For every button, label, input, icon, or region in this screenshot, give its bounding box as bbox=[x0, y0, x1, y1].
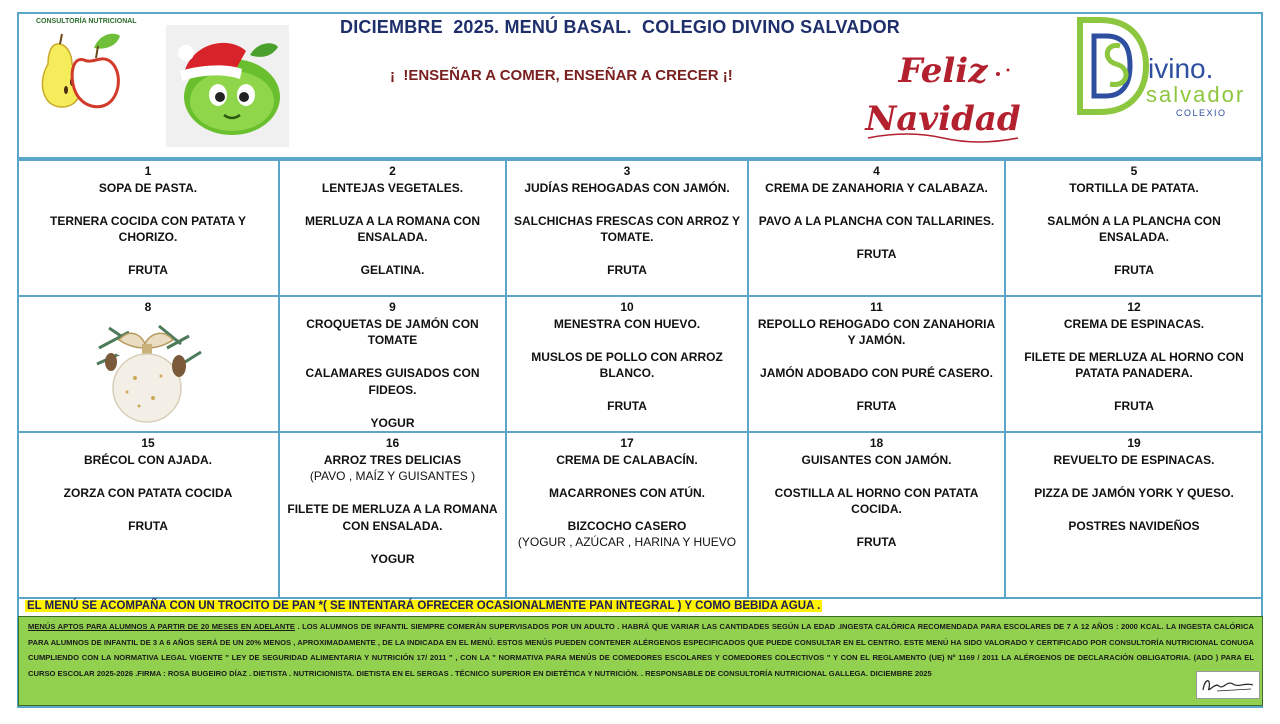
dish-first: CREMA DE ESPINACAS. bbox=[1063, 316, 1205, 331]
consultancy-label: CONSULTORÍA NUTRICIONAL bbox=[36, 18, 137, 25]
svg-text:salvador: salvador bbox=[1146, 82, 1246, 107]
svg-text:COLEXIO: COLEXIO bbox=[1176, 108, 1227, 118]
christmas-apple-image bbox=[166, 25, 289, 147]
dessert: POSTRES NAVIDEÑOS bbox=[1068, 518, 1200, 533]
pear-apple-logo bbox=[36, 26, 126, 114]
day-number: 3 bbox=[623, 164, 631, 178]
dessert: FRUTA bbox=[856, 535, 897, 549]
day-cell bbox=[1005, 296, 1263, 432]
dish-first: SOPA DE PASTA. bbox=[98, 180, 198, 195]
dish-detail: (PAVO , MAÍZ Y GUISANTES ) bbox=[309, 469, 476, 483]
dish-second: JAMÓN ADOBADO CON PURÉ CASERO. bbox=[760, 366, 993, 380]
dessert: YOGUR bbox=[370, 415, 415, 430]
dish-second: TERNERA COCIDA CON PATATA Y CHORIZO. bbox=[50, 213, 246, 244]
day-cell bbox=[748, 296, 1005, 432]
day-cell bbox=[506, 160, 748, 296]
dish-second: COSTILLA AL HORNO CON PATATA COCIDA. bbox=[774, 485, 979, 516]
day-number: 4 bbox=[873, 164, 880, 178]
dish-first: JUDÍAS REHOGADAS CON JAMÓN. bbox=[524, 180, 730, 195]
day-number: 10 bbox=[620, 300, 634, 314]
day-cell bbox=[1005, 160, 1263, 296]
dessert: FRUTA bbox=[1114, 263, 1154, 277]
day-cell-holiday bbox=[17, 296, 279, 432]
day-number: 19 bbox=[1127, 436, 1141, 450]
dish-second: FILETE DE MERLUZA AL HORNO CON PATATA PANADERA. bbox=[1024, 349, 1244, 380]
dish-second: PAVO A LA PLANCHA CON TALLARINES. bbox=[758, 213, 995, 228]
divino-salvador-logo bbox=[1076, 16, 1264, 120]
day-cell bbox=[1005, 432, 1263, 598]
apple-santa-icon bbox=[166, 25, 289, 147]
day-cell bbox=[506, 432, 748, 598]
dish-second: FILETE DE MERLUZA A LA ROMANA CON ENSALADA. bbox=[287, 502, 498, 533]
day-cell bbox=[748, 160, 1005, 296]
dish-second: CALAMARES GUISADOS CON FIDEOS. bbox=[305, 366, 480, 397]
slogan: ¡ !ENSEÑAR A COMER, ENSEÑAR A CRECER ¡! bbox=[390, 67, 733, 84]
day-cell bbox=[279, 296, 506, 432]
dish-second: SALMÓN A LA PLANCHA CON ENSALADA. bbox=[1047, 213, 1221, 244]
dish-second: MUSLOS DE POLLO CON ARROZ BLANCO. bbox=[531, 349, 723, 380]
day-number: 12 bbox=[1127, 300, 1141, 314]
day-number: 5 bbox=[1130, 164, 1138, 178]
dessert: FRUTA bbox=[607, 399, 647, 413]
dish-second: SALCHICHAS FRESCAS CON ARROZ Y TOMATE. bbox=[513, 213, 740, 244]
dessert: FRUTA bbox=[128, 263, 168, 277]
notes-text: . LOS ALUMNOS DE INFANTIL SIEMPRE COMERÁN SUPERVISADOS POR UN ADULTO . HABRÁ QUE VARIAR LAS CANTIDADES SEGÚN LA EDAD .INGESTA CALÓRICA RECOMENDADA PARA ESCOLARES DE 7 A 12 AÑOS : 2000 KCAL. LA INGESTA CALÓRICA PARA ALUMNOS DE INFANTIL DE 3 A 6 AÑOS SERÁ DE UN 20% MENOS , APROXIMADAMENTE , DE LA INDICADA EN EL MENÚ. ESTOS MENÚS PUEDEN CONTENER ALÉRGENOS ESPECIFICADOS QUE PUEDE CONSULTAR EN EL CENTRO. ESTE MENÚ HA SIDO VALORADO Y CERTIFICADO POR CONSULTORÍA NUTRICIONAL CONUGA CUMPLIENDO CON LA NORMATIVA LEGAL VIGENTE " LEY DE SEGURIDAD ALIMENTARIA Y NUTRICIÓN 17/ 2011 " , CON LA " NORMATIVA PARA MENÚS DE COMEDORES ESCOLARES Y COMEDORES COLECTIVOS " Y CON EL REGLAMENTO (UE) Nº 1169 / 2011 LA ALÉRGENOS DE DECLARACIÓN OBLIGATORIA. (ADO ) PARA EL CURSO ESCOLAR 2025-2026 .FIRMA : ROSA BUGEIRO DÍAZ . DIETISTA . NUTRICIONISTA. DIETISTA EN EL SERGAS . TÉCNICO SUPERIOR EN DIETÉTICA Y NUTRICIÓN. . RESPONSABLE DE CONSULTORÍA NUTRICIONAL GALLEGA. DICIEMBRE 2025 bbox=[28, 622, 1254, 678]
svg-text:Feliz: Feliz bbox=[898, 51, 988, 91]
bread-note-row bbox=[17, 598, 1263, 616]
dessert: GELATINA. bbox=[360, 263, 425, 277]
dish-first: CREMA DE ZANAHORIA Y CALABAZA. bbox=[765, 180, 988, 195]
day-cell bbox=[279, 160, 506, 296]
bread-note: EL MENÚ SE ACOMPAÑA CON UN TROCITO DE PAN *( SE INTENTARÁ OFRECER OCASIONALMENTE PAN INTEGRAL ) Y COMO BEBIDA AGUA . bbox=[27, 600, 821, 612]
signature-scribble-icon bbox=[1197, 672, 1259, 698]
dish-second: MERLUZA A LA ROMANA CON ENSALADA. bbox=[304, 213, 481, 244]
menu-grid bbox=[17, 160, 1263, 598]
day-number: 8 bbox=[144, 300, 152, 314]
dish-first: MENESTRA CON HUEVO. bbox=[553, 316, 701, 331]
dessert: FRUTA bbox=[607, 263, 647, 277]
dessert: FRUTA bbox=[1114, 399, 1154, 413]
svg-text:ivino.: ivino. bbox=[1148, 53, 1214, 84]
svg-text:Navidad: Navidad bbox=[865, 99, 1021, 139]
dish-first: LENTEJAS VEGETALES. bbox=[321, 180, 464, 195]
dish-first: TORTILLA DE PATATA. bbox=[1069, 180, 1199, 195]
day-number: 2 bbox=[389, 164, 396, 178]
day-number: 1 bbox=[144, 164, 152, 178]
dish-first: GUISANTES CON JAMÓN. bbox=[801, 452, 952, 467]
dessert: BIZCOCHO CASERO bbox=[567, 518, 687, 533]
day-number: 15 bbox=[141, 436, 155, 450]
dessert: FRUTA bbox=[856, 399, 897, 413]
christmas-ornament-icon bbox=[89, 318, 207, 430]
dessert: FRUTA bbox=[856, 246, 897, 261]
dish-second: ZORZA CON PATATA COCIDA bbox=[63, 485, 233, 500]
dish-first: CREMA DE CALABACÍN. bbox=[556, 452, 698, 467]
dish-second: PIZZA DE JAMÓN YORK Y QUESO. bbox=[1034, 485, 1234, 500]
day-cell bbox=[17, 432, 279, 598]
day-number: 17 bbox=[620, 436, 634, 450]
nutrition-notes bbox=[18, 616, 1263, 706]
dish-first: REVUELTO DE ESPINACAS. bbox=[1053, 452, 1215, 467]
day-number: 18 bbox=[869, 436, 884, 450]
dish-first: ARROZ TRES DELICIAS bbox=[323, 452, 462, 467]
signature bbox=[1196, 671, 1260, 699]
dessert: YOGUR bbox=[370, 551, 415, 566]
day-cell bbox=[279, 432, 506, 598]
dessert-detail: (YOGUR , AZÚCAR , HARINA Y HUEVO bbox=[517, 535, 737, 549]
dish-first: REPOLLO REHOGADO CON ZANAHORIA Y JAMÓN. bbox=[757, 316, 996, 347]
day-cell bbox=[748, 432, 1005, 598]
page-title: DICIEMBRE 2025. MENÚ BASAL. COLEGIO DIVINO SALVADOR bbox=[340, 17, 900, 37]
dessert: FRUTA bbox=[128, 518, 168, 533]
day-number: 16 bbox=[385, 436, 400, 450]
day-number: 11 bbox=[870, 300, 883, 314]
day-cell bbox=[17, 160, 279, 296]
dish-first: BRÉCOL CON AJADA. bbox=[83, 452, 212, 467]
notes-age-requirement: MENÚS APTOS PARA ALUMNOS A PARTIR DE 20 MESES EN ADELANTE bbox=[28, 622, 295, 631]
day-cell bbox=[506, 296, 748, 432]
dish-second: MACARRONES CON ATÚN. bbox=[549, 485, 705, 500]
feliz-navidad-lettering bbox=[848, 38, 1038, 148]
dish-first: CROQUETAS DE JAMÓN CON TOMATE bbox=[306, 316, 479, 347]
day-number: 9 bbox=[389, 300, 396, 314]
